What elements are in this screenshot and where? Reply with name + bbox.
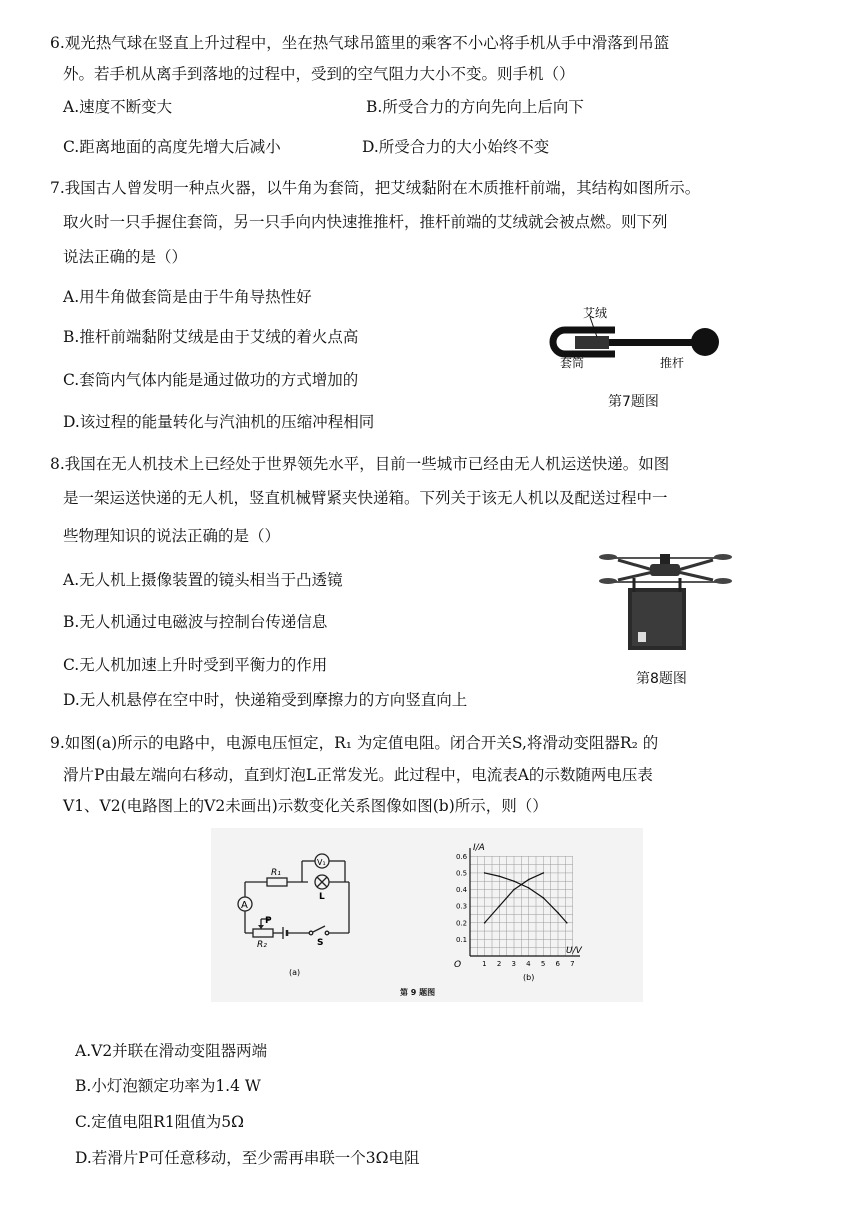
q9-circuit-label: (a)	[289, 968, 301, 977]
x-tick-label: 4	[526, 960, 531, 968]
data-point	[543, 897, 545, 899]
q9-circuit-diagram	[225, 845, 365, 985]
q7-label-taotong: 套筒	[560, 356, 585, 370]
data-point	[543, 872, 545, 874]
x-tick-label: 3	[511, 960, 516, 968]
q8-stem-line2: 是一架运送快递的无人机，竖直机械臂紧夹快递箱。下列关于该无人机以及配送过程中一	[63, 489, 668, 507]
data-point	[484, 922, 486, 924]
q9-option-d: D.若滑片P可任意移动，至少需再串联一个3Ω电阻	[75, 1149, 420, 1167]
q9-figure-caption: 第 9 题图	[400, 988, 436, 997]
data-point	[513, 880, 515, 882]
q7-stem-line3: 说法正确的是（）	[63, 248, 188, 266]
y-tick-label: 0.6	[456, 852, 468, 861]
q7-figure-caption: 第7题图	[608, 394, 659, 410]
data-point	[513, 889, 515, 891]
q7-option-a: A.用牛角做套筒是由于牛角导热性好	[63, 288, 312, 306]
q9-switch-label: S	[317, 938, 324, 948]
q9-r2-label: R₂	[257, 940, 267, 950]
q8-option-d: D.无人机悬停在空中时，快递箱受到摩擦力的方向竖直向上	[63, 691, 468, 709]
x-tick-label: 6	[555, 960, 560, 968]
q7-label-airong: 艾绒	[583, 306, 608, 320]
q9-option-a: A.V2并联在滑动变阻器两端	[75, 1042, 268, 1060]
q8-stem-line1: 8.我国在无人机技术上已经处于世界领先水平，目前一些城市已经由无人机运送快递。如图	[50, 455, 670, 473]
q7-stem-line1: 7.我国古人曾发明一种点火器，以牛角为套筒，把艾绒黏附在木质推杆前端，其结构如图所示。	[50, 179, 701, 197]
data-point	[484, 872, 486, 874]
q7-label-tuigan: 推杆	[660, 356, 685, 370]
q9-r1-label: R₁	[271, 868, 281, 878]
data-point	[528, 879, 530, 881]
data-point	[528, 887, 530, 889]
q9-option-b: B.小灯泡额定功率为1.4 W	[75, 1077, 261, 1095]
q7-stem-line2: 取火时一只手握住套筒，另一只手向内快速推推杆，推杆前端的艾绒就会被点燃。则下列	[63, 213, 668, 231]
q9-stem-line2: 滑片P由最左端向右移动，直到灯泡L正常发光。此过程中，电流表A的示数随两电压表	[63, 766, 653, 784]
q7-fire-piston-figure	[545, 295, 725, 370]
x-tick-label: 2	[496, 960, 502, 968]
q6-stem-line2: 外。若手机从离手到落地的过程中，受到的空气阻力大小不变。则手机（）	[63, 65, 575, 83]
q9-stem-line3: V1、V2(电路图上的V2未画出)示数变化关系图像如图(b)所示，则（）	[63, 797, 548, 815]
q6-option-b: B.所受合力的方向先向上后向下	[366, 98, 584, 116]
y-tick-label: 0.1	[456, 935, 468, 944]
q6-stem-line1: 6.观光热气球在竖直上升过程中，坐在热气球吊篮里的乘客不小心将手机从手中滑落到吊篮	[50, 34, 670, 52]
q9-graph-origin: O	[454, 960, 462, 970]
q8-option-a: A.无人机上摄像装置的镜头相当于凸透镜	[63, 571, 343, 589]
q9-graph-xlabel: U/V	[566, 946, 582, 956]
q7-option-c: C.套筒内气体内能是通过做功的方式增加的	[63, 371, 359, 389]
q8-drone-figure	[598, 548, 733, 658]
q9-option-c: C.定值电阻R1阻值为5Ω	[75, 1113, 244, 1131]
y-tick-label: 0.5	[456, 869, 468, 878]
q9-graph-label: (b)	[523, 973, 535, 982]
q7-option-d: D.该过程的能量转化与汽油机的压缩冲程相同	[63, 413, 375, 431]
q9-lamp-label: L	[319, 892, 325, 902]
q9-graph-ylabel: I/A	[473, 843, 485, 853]
x-tick-label: 1	[482, 960, 487, 968]
q8-stem-line3: 些物理知识的说法正确的是（）	[63, 527, 281, 545]
q8-option-b: B.无人机通过电磁波与控制台传递信息	[63, 613, 328, 631]
data-point	[566, 922, 568, 924]
q9-stem-line1: 9.如图(a)所示的电路中，电源电压恒定，R₁ 为定值电阻。闭合开关S,将滑动变阻器R₂ 的	[50, 734, 659, 752]
y-tick-label: 0.2	[456, 919, 468, 928]
data-point	[499, 905, 501, 907]
q6-option-c: C.距离地面的高度先增大后减小	[63, 138, 281, 156]
q7-option-b: B.推杆前端黏附艾绒是由于艾绒的着火点高	[63, 328, 359, 346]
q9-voltmeter-v1-symbol: V₁	[317, 858, 326, 867]
q9-iv-graph	[430, 838, 610, 988]
x-tick-label: 5	[540, 960, 546, 968]
data-point	[557, 912, 559, 914]
y-tick-label: 0.4	[456, 886, 468, 895]
q8-option-c: C.无人机加速上升时受到平衡力的作用	[63, 656, 328, 674]
x-tick-label: 7	[570, 960, 575, 968]
q9-slider-label: P	[265, 916, 272, 926]
q9-ammeter-symbol: A	[241, 900, 248, 911]
y-tick-label: 0.3	[456, 902, 468, 911]
data-point	[499, 875, 501, 877]
q6-option-a: A.速度不断变大	[63, 98, 173, 116]
q8-figure-caption: 第8题图	[636, 671, 687, 687]
q6-option-d: D.所受合力的大小始终不变	[362, 138, 550, 156]
